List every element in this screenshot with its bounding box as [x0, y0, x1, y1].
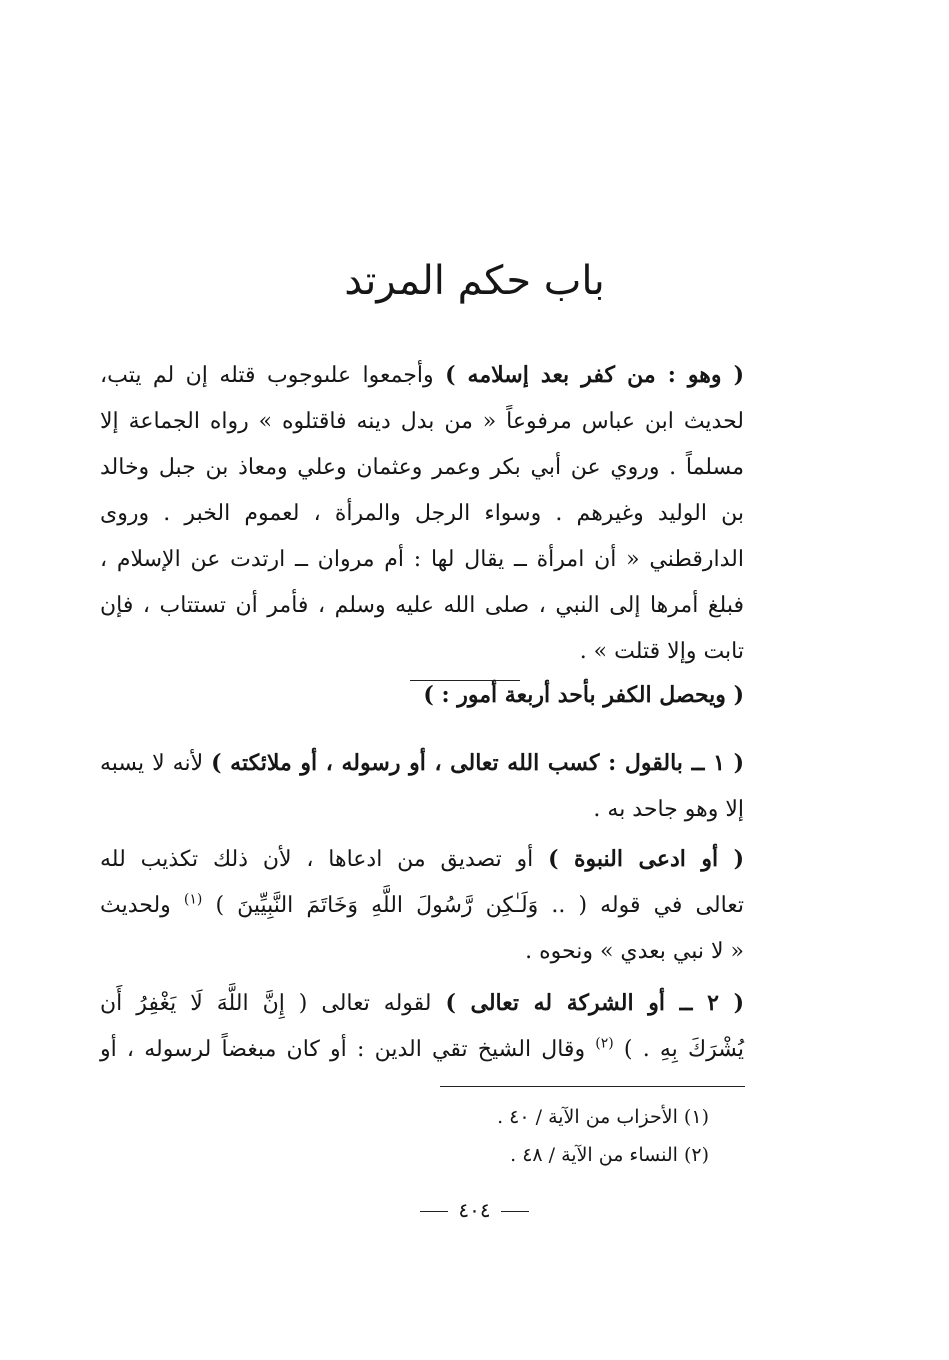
divider: [501, 1211, 529, 1212]
text-line: تعالى في قوله ( .. وَلَـٰكِن رَّسُولَ اللَّهِ وَخَاتَمَ النَّبِيِّينَ ) $^{(١)}$ ولحديث: [100, 891, 745, 918]
bold-matn: ( أو ادعى النبوة ): [548, 846, 744, 872]
bold-matn: ( وهو : من كفر بعد إسلامه ): [445, 362, 744, 388]
footnote-ref: (٢): [595, 1035, 614, 1052]
text-line: لحديث ابن عباس مرفوعاً « من بدل دينه فاقتلوه » رواه الجماعة إلا: [100, 409, 744, 434]
paragraph-prophethood-claim: [100, 836, 744, 975]
text-line: مسلماً . وروي عن أبي بكر وعمر وعثمان وعلي ومعاذ بن جبل وخالد: [100, 455, 744, 480]
bold-matn: ( ويحصل الكفر بأحد أربعة أمور : ): [423, 682, 744, 708]
paragraph-apostate-definition: [100, 352, 744, 675]
text-line: الدارقطني « أن امرأة ــ يقال لها : أم مروان ــ ارتدت عن الإسلام ،: [100, 547, 744, 572]
text-line: ( أو ادعى النبوة ) أو تصديق من ادعاها ، لأن ذلك تكذيب لله: [100, 846, 744, 872]
bold-matn: ( ٢ ــ أو الشركة له تعالى ): [445, 990, 744, 1016]
footnotes: [497, 1098, 709, 1174]
footnote-divider: [440, 1086, 745, 1087]
footnote-item: (١) الأحزاب من الآية / ٤٠ .: [497, 1106, 709, 1128]
quran-quote: يُشْرَكَ بِهِ . ): [623, 1037, 744, 1062]
text-line: تابت وإلا قتلت » .: [579, 639, 744, 664]
paragraph-association: [100, 980, 744, 1073]
text-line: « لا نبي بعدي » ونحوه .: [525, 939, 744, 964]
footnote-ref: (١): [183, 891, 203, 908]
paragraph-by-speech: [100, 740, 744, 833]
divider: [420, 1211, 448, 1212]
page-number: [0, 1198, 949, 1222]
text-line: يُشْرَكَ بِهِ . ) $^{(٢)}$ وقال الشيخ تقي الدين : أو كان مبغضاً لرسوله ، أو: [100, 1035, 744, 1062]
text-line: ( ١ ــ بالقول : كسب الله تعالى ، أو رسوله ، أو ملائكته ) لأنه لا يسبه: [100, 750, 744, 776]
text-line: بن الوليد وغيرهم . وسواء الرجل والمرأة ، لعموم الخبر . وروى: [100, 501, 744, 526]
text-line: [100, 672, 744, 719]
chapter-title: باب حكم المرتد: [344, 258, 605, 304]
paragraph-four-matters: [100, 672, 744, 719]
bold-matn: ( ١ ــ بالقول : كسب الله تعالى ، أو رسوله ، أو ملائكته ): [211, 750, 744, 776]
text-line: ( وهو : من كفر بعد إسلامه ) وأجمعوا علىوجوب قتله إن لم يتب،: [100, 362, 744, 388]
text-line: ( ٢ ــ أو الشركة له تعالى ) لقوله تعالى ( إِنَّ اللَّهَ لَا يَغْفِرُ أَن: [100, 990, 744, 1016]
footnote-item: (٢) النساء من الآية / ٤٨ .: [510, 1144, 709, 1166]
text-line: فبلغ أمرها إلى النبي ، صلى الله عليه وسلم ، فأمر أن تستتاب ، فإن: [100, 593, 744, 618]
page-number-value: ٤٠٤: [458, 1198, 491, 1222]
quran-quote: تعالى في قوله ( .. وَلَـٰكِن رَّسُولَ اللَّهِ وَخَاتَمَ النَّبِيِّينَ ): [215, 893, 745, 918]
text-line: إلا وهو جاحد به .: [593, 797, 744, 822]
